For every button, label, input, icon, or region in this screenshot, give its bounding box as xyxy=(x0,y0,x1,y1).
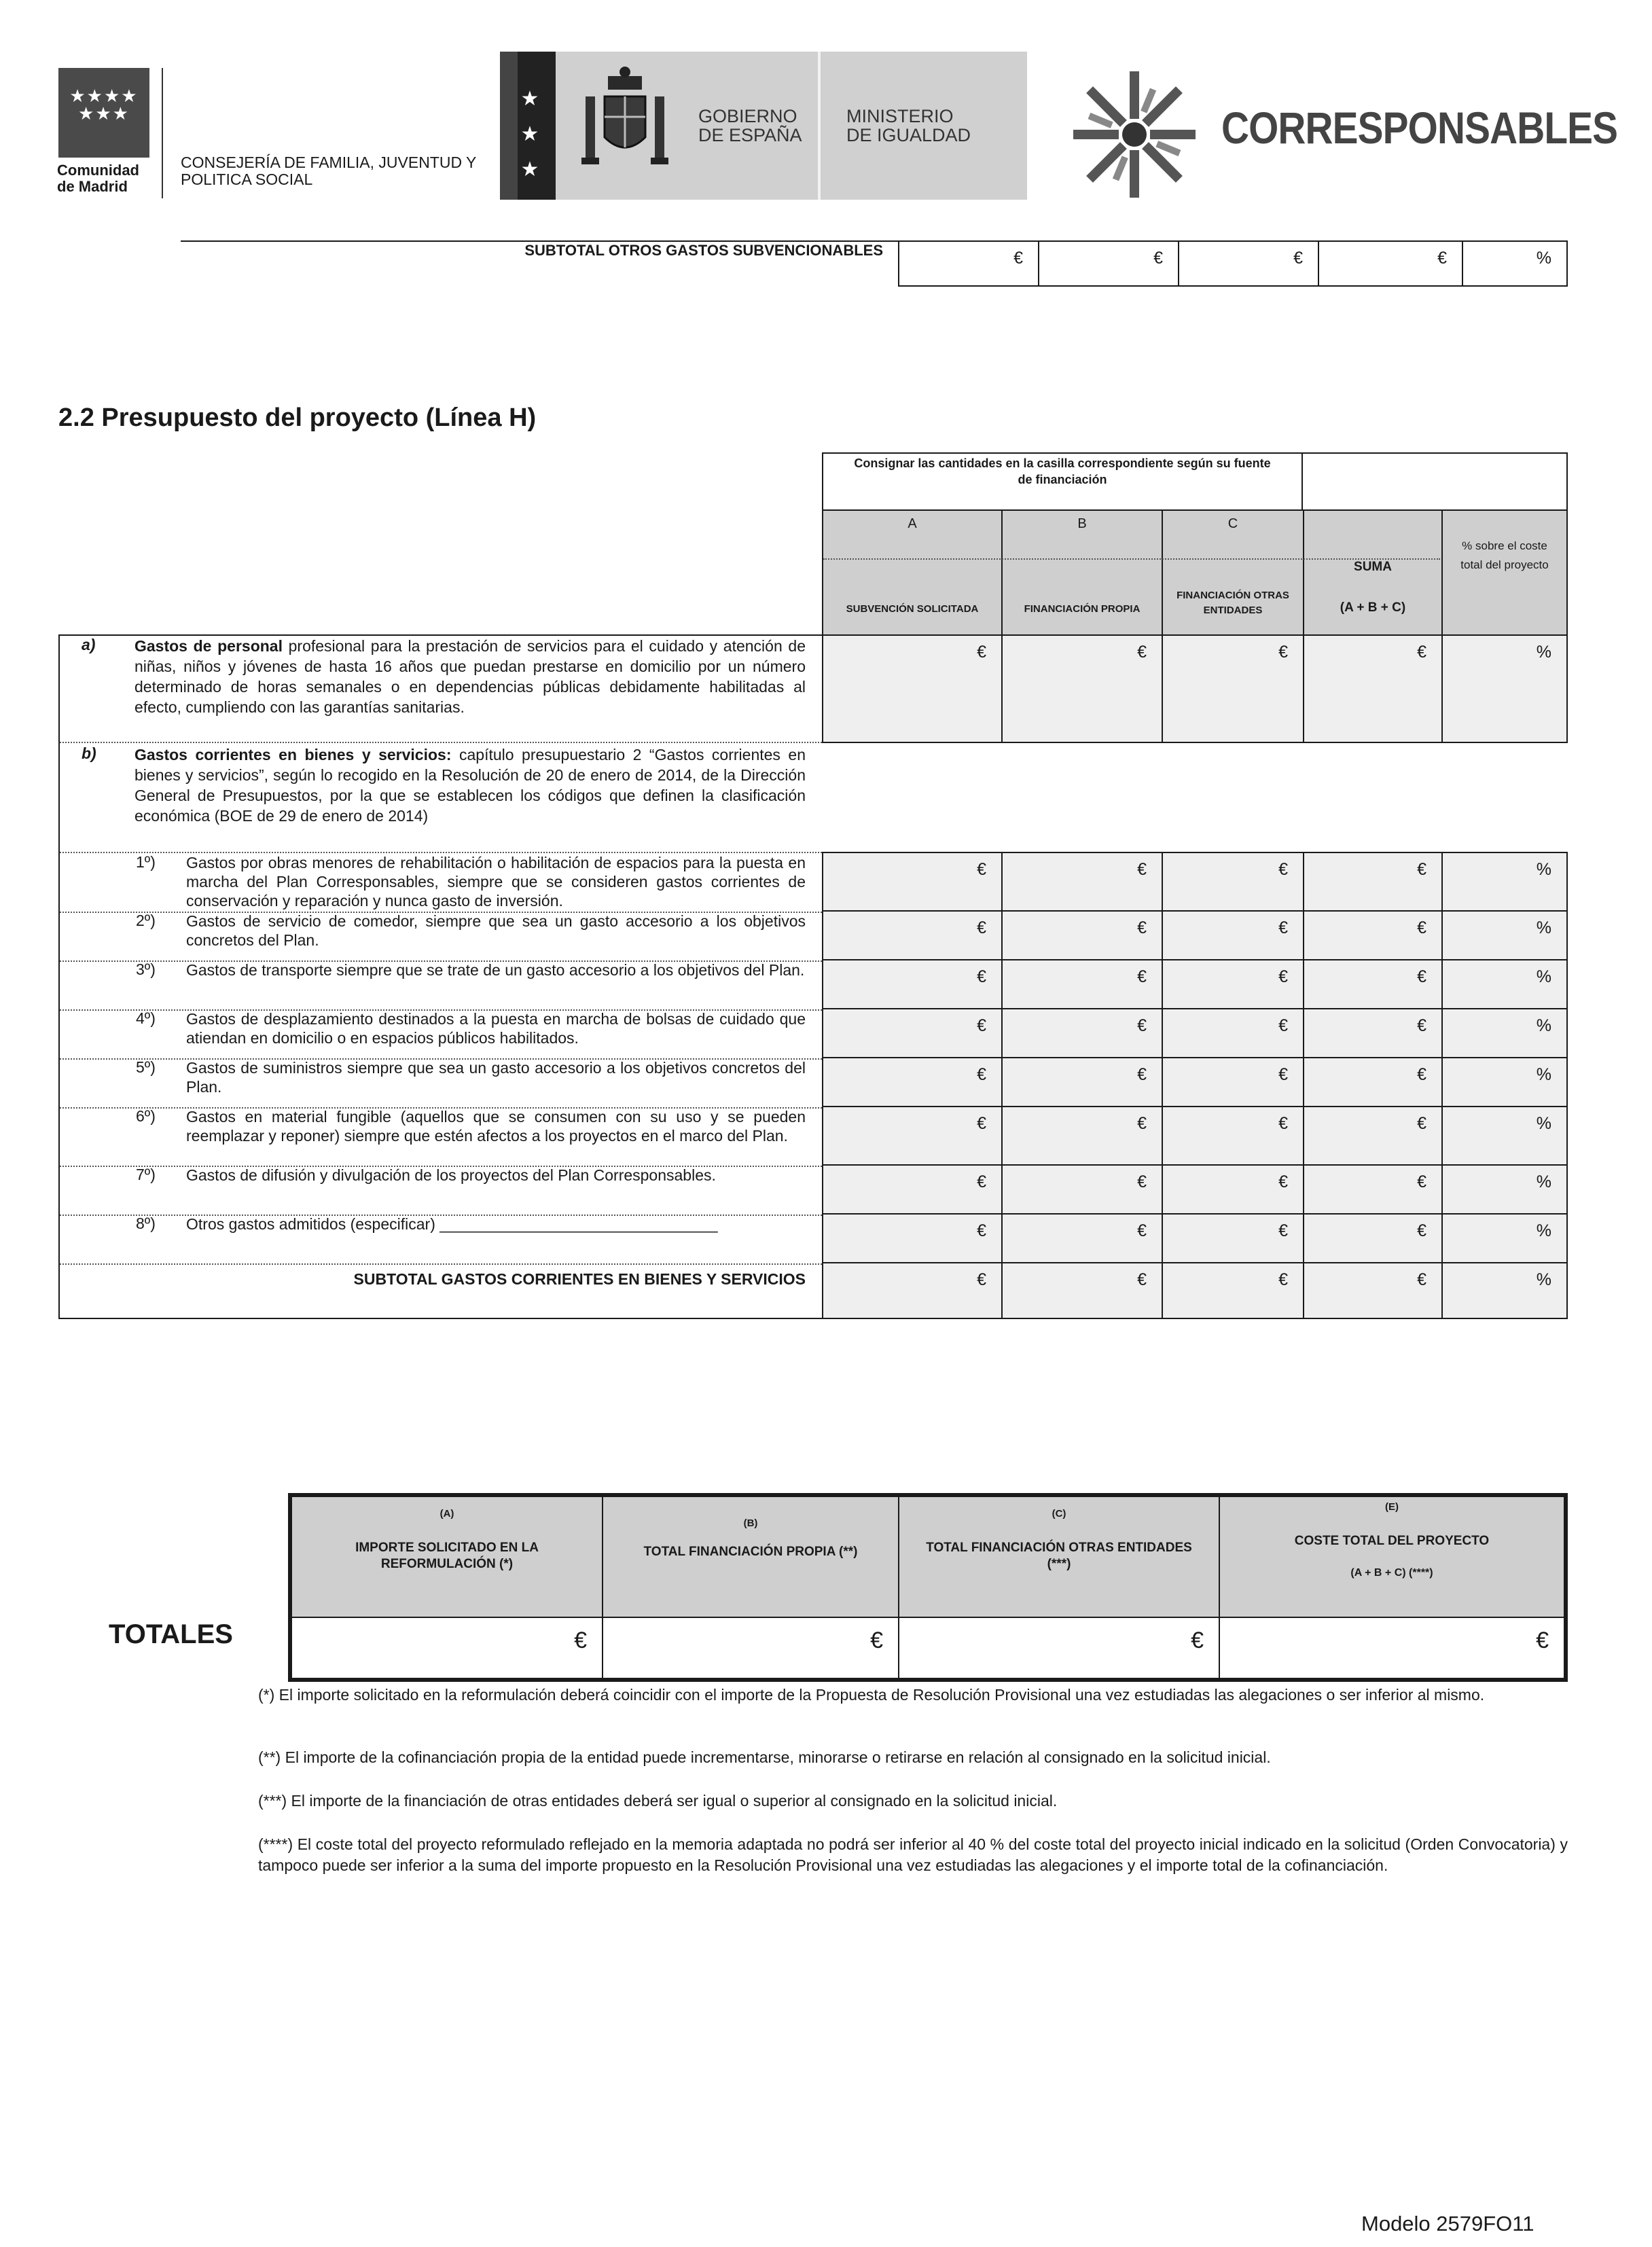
sub-row-8-cell-3[interactable] xyxy=(1303,1213,1443,1263)
sub-row-2-cell-1-symbol: € xyxy=(1137,918,1147,937)
sub-row-5-cell-3-symbol: € xyxy=(1417,1065,1426,1084)
totales-cell-2-symbol: € xyxy=(1191,1628,1204,1653)
totales-header-3-letter: (E) xyxy=(1385,1501,1399,1513)
sub-row-3-cell-2[interactable] xyxy=(1162,959,1304,1009)
sub-row-4-cell-4-symbol: % xyxy=(1536,1016,1551,1035)
sub-row-5-cell-0-symbol: € xyxy=(977,1065,986,1084)
ministerio-line-2: DE IGUALDAD xyxy=(846,125,971,145)
sub-row-6-cell-1-symbol: € xyxy=(1137,1114,1147,1133)
row-a-cell-0[interactable] xyxy=(822,634,1003,743)
subtotal-otros-cell-0[interactable] xyxy=(898,240,1039,287)
sub-row-8-cell-0-symbol: € xyxy=(977,1221,986,1240)
row-a-cell-1-symbol: € xyxy=(1137,643,1147,662)
totales-cell-2[interactable] xyxy=(898,1617,1220,1679)
sub-row-1-cell-2[interactable] xyxy=(1162,852,1304,912)
sub-row-3-cell-1[interactable] xyxy=(1001,959,1163,1009)
row-b-bold: Gastos corrientes en bienes y servicios: xyxy=(134,746,452,763)
sub-row-5-cell-2-symbol: € xyxy=(1278,1065,1288,1084)
sub-row-5-text: Gastos de suministros siempre que sea un gasto accesorio a los objetivos concretos del Plan. xyxy=(186,1059,806,1096)
sub-row-3-cell-4[interactable] xyxy=(1441,959,1568,1009)
sub-row-6-cell-4[interactable] xyxy=(1441,1106,1568,1166)
subtotal-corrientes-cell-3[interactable] xyxy=(1303,1262,1443,1319)
sub-row-3-cell-3-symbol: € xyxy=(1417,967,1426,986)
sub-row-8-cell-1-symbol: € xyxy=(1137,1221,1147,1240)
sub-row-4-text: Gastos de desplazamiento destinados a la puesta en marcha de bolsas de cuidado que atiendan en domicilio o en espacios públicos habilitados. xyxy=(186,1010,806,1047)
sub-row-5-cell-2[interactable] xyxy=(1162,1057,1304,1107)
sub-row-1-cell-3-symbol: € xyxy=(1417,860,1426,879)
row-a-cell-3-symbol: € xyxy=(1417,643,1426,662)
sub-row-3-number: 3º) xyxy=(136,960,156,978)
gobierno-line-1: GOBIERNO xyxy=(698,106,797,126)
sub-row-1-cell-2-symbol: € xyxy=(1278,860,1288,879)
sub-row-3-cell-0[interactable] xyxy=(822,959,1003,1009)
sub-row-6-cell-3[interactable] xyxy=(1303,1106,1443,1166)
row-b-text: capítulo presupuestario 2 “Gastos corrientes en bienes y servicios”, según lo recogido en la Resolución de 20 de enero de 2014, de la Dirección General de Presupuestos, por la que se establecen los códigos que definen la clasificación económica (BOE de 29 de enero de 2014) xyxy=(134,746,806,825)
sub-row-7-cell-1-symbol: € xyxy=(1137,1172,1147,1191)
totales-header-1-letter: (B) xyxy=(743,1517,758,1529)
sub-row-2-cell-2-symbol: € xyxy=(1278,918,1288,937)
sub-row-7-cell-0[interactable] xyxy=(822,1164,1003,1215)
subtotal-otros-cell-2[interactable] xyxy=(1178,240,1319,287)
sub-row-1-cell-0[interactable] xyxy=(822,852,1003,912)
row-a-marker: a) xyxy=(82,636,96,653)
sub-row-7-text: Gastos de difusión y divulgación de los proyectos del Plan Corresponsables. xyxy=(186,1166,716,1184)
totales-header-0-letter: (A) xyxy=(439,1508,454,1520)
sub-row-6-cell-1[interactable] xyxy=(1001,1106,1163,1166)
sub-row-5-cell-1[interactable] xyxy=(1001,1057,1163,1107)
sub-row-4-cell-0-symbol: € xyxy=(977,1016,986,1035)
sub-row-1-cell-4[interactable] xyxy=(1441,852,1568,912)
sub-row-1-text: Gastos por obras menores de rehabilitación o habilitación de espacios para la puesta en marcha del Plan Corresponsables, siempre que se consideren gastos corrientes de conservación y reparación y nunca gasto de inversión. xyxy=(186,854,806,910)
sub-row-3-cell-1-symbol: € xyxy=(1137,967,1147,986)
subtotal-corrientes-cell-4[interactable] xyxy=(1441,1262,1568,1319)
sub-row-3-cell-4-symbol: % xyxy=(1536,967,1551,986)
sub-row-1-cell-1[interactable] xyxy=(1001,852,1163,912)
row-a-cell-4[interactable] xyxy=(1441,634,1568,743)
sub-row-8-text: Otros gastos admitidos (especificar) ________________________________ xyxy=(186,1215,718,1233)
header-col-a-text: SUBVENCIÓN SOLICITADA xyxy=(846,603,979,615)
row-a-sep xyxy=(60,742,822,743)
consejeria-line-1: CONSEJERÍA DE FAMILIA, JUVENTUD Y xyxy=(181,154,477,171)
row-a-cell-3[interactable] xyxy=(1303,634,1443,743)
sub-row-2-text: Gastos de servicio de comedor, siempre que sea un gasto accesorio a los objetivos concretos del Plan. xyxy=(186,912,806,949)
header-col-c-letter: C xyxy=(1227,516,1238,531)
ministerio-line-1: MINISTERIO xyxy=(846,106,954,126)
header-suma-formula: (A + B + C) xyxy=(1340,600,1406,615)
sub-row-1-cell-1-symbol: € xyxy=(1137,860,1147,879)
sub-row-7-cell-4[interactable] xyxy=(1441,1164,1568,1215)
sub-row-4-cell-2[interactable] xyxy=(1162,1008,1304,1058)
totales-cell-0-symbol: € xyxy=(574,1628,587,1653)
sub-row-8-cell-2[interactable] xyxy=(1162,1213,1304,1263)
subtotal-corrientes-cell-3-symbol: € xyxy=(1417,1270,1426,1289)
coat-of-arms-icon xyxy=(577,62,672,179)
sub-row-5-cell-4-symbol: % xyxy=(1536,1065,1551,1084)
sub-row-7-number: 7º) xyxy=(136,1166,156,1183)
sub-row-6-cell-2[interactable] xyxy=(1162,1106,1304,1166)
row-a-cell-1[interactable] xyxy=(1001,634,1163,743)
header-divider xyxy=(162,68,163,198)
totales-cell-3[interactable] xyxy=(1219,1617,1565,1679)
sub-row-3-text: Gastos de transporte siempre que se trate de un gasto accesorio a los objetivos del Plan. xyxy=(186,961,805,979)
subtotal-otros-cell-3-symbol: € xyxy=(1437,249,1447,268)
subtotal-corrientes-label: SUBTOTAL GASTOS CORRIENTES EN BIENES Y SERVICIOS xyxy=(353,1270,806,1288)
totales-header-2-letter: (C) xyxy=(1052,1508,1066,1520)
sub-row-3-cell-3[interactable] xyxy=(1303,959,1443,1009)
sub-row-6-cell-3-symbol: € xyxy=(1417,1114,1426,1133)
madrid-name-1: Comunidad xyxy=(57,162,139,179)
sub-row-4-cell-3[interactable] xyxy=(1303,1008,1443,1058)
note-4: (****) El coste total del proyecto reformulado reflejado en la memoria adaptada no podrá ser inferior al 40 % del coste total del proyecto inicial indicado en la solicitud (Orden Convocatoria) y tampoco puede ser inferior a la suma del importe propuesto en la Resolución Provisional una vez estudiadas las alegaciones y el importe total de la cofinanciación. xyxy=(258,1835,1568,1874)
sub-row-2-cell-1[interactable] xyxy=(1001,910,1163,960)
sub-row-4-cell-4[interactable] xyxy=(1441,1008,1568,1058)
sub-row-2-cell-3-symbol: € xyxy=(1417,918,1426,937)
sub-row-2-number: 2º) xyxy=(136,912,156,929)
subtotal-otros-label: SUBTOTAL OTROS GASTOS SUBVENCIONABLES xyxy=(524,242,883,259)
sub-row-3-cell-0-symbol: € xyxy=(977,967,986,986)
header-instruction-side xyxy=(1301,452,1568,511)
totales-header-2-text: TOTAL FINANCIACIÓN OTRAS ENTIDADES (***) xyxy=(926,1541,1192,1571)
sub-row-1-cell-0-symbol: € xyxy=(977,860,986,879)
sub-row-1-cell-4-symbol: % xyxy=(1536,860,1551,879)
sub-row-4-number: 4º) xyxy=(136,1009,156,1027)
header-suma-text: SUMA xyxy=(1354,560,1392,574)
subtotal-corrientes-cell-2[interactable] xyxy=(1162,1262,1304,1319)
row-a-description xyxy=(134,636,806,717)
subtotal-otros-cell-3[interactable] xyxy=(1318,240,1463,287)
sub-row-4-cell-2-symbol: € xyxy=(1278,1016,1288,1035)
header-col-a-letter: A xyxy=(908,516,917,531)
sub-row-2-cell-4-symbol: % xyxy=(1536,918,1551,937)
totales-label: TOTALES xyxy=(109,1619,233,1649)
subtotal-otros-cell-1[interactable] xyxy=(1038,240,1179,287)
sub-row-2-cell-4[interactable] xyxy=(1441,910,1568,960)
sub-row-7-cell-3[interactable] xyxy=(1303,1164,1443,1215)
section-title-text: Presupuesto del proyecto (Línea H) xyxy=(101,403,537,432)
totales-cell-1[interactable] xyxy=(602,1617,899,1679)
sub-row-8-cell-3-symbol: € xyxy=(1417,1221,1426,1240)
section-number: 2.2 xyxy=(58,403,94,432)
sub-row-4-cell-3-symbol: € xyxy=(1417,1016,1426,1035)
subtotal-corrientes-cell-1-symbol: € xyxy=(1137,1270,1147,1289)
ministerio-divider xyxy=(818,52,821,200)
header-col-b-text: FINANCIACIÓN PROPIA xyxy=(1024,603,1141,615)
header-pct-text: % sobre el coste total del proyecto xyxy=(1460,539,1549,571)
subtotal-otros-cell-0-symbol: € xyxy=(1013,249,1023,268)
totales-cell-0[interactable] xyxy=(291,1617,603,1679)
sub-row-2-cell-0[interactable] xyxy=(822,910,1003,960)
subtotal-corrientes-cell-0-symbol: € xyxy=(977,1270,986,1289)
row-a-cell-4-symbol: % xyxy=(1536,643,1551,662)
sub-row-5-cell-4[interactable] xyxy=(1441,1057,1568,1107)
gobierno-line-2: DE ESPAÑA xyxy=(698,125,802,145)
note-1: (*) El importe solicitado en la reformulación deberá coincidir con el importe de la Propuesta de Resolución Provisional una vez estudiadas las alegaciones o ser inferior al mismo. xyxy=(258,1686,1485,1704)
eu-star-icon: ★ ★ ★ xyxy=(520,88,539,181)
sub-row-6-cell-0[interactable] xyxy=(822,1106,1003,1166)
corresponsables-brand: CORRESPONSABLES xyxy=(1221,103,1618,153)
madrid-name-2: de Madrid xyxy=(57,178,128,195)
totales-header-3-formula: (A + B + C) (****) xyxy=(1350,1567,1433,1579)
sub-row-8-sep xyxy=(60,1263,822,1265)
totales-header-1 xyxy=(602,1496,899,1618)
sub-row-5-number: 5º) xyxy=(136,1058,156,1076)
subtotal-otros-cell-1-symbol: € xyxy=(1153,249,1163,268)
sub-row-8-number: 8º) xyxy=(136,1215,156,1232)
sub-row-7-cell-0-symbol: € xyxy=(977,1172,986,1191)
sub-row-1-number: 1º) xyxy=(136,853,156,871)
totales-cell-3-symbol: € xyxy=(1536,1628,1549,1653)
sub-row-7-cell-2-symbol: € xyxy=(1278,1172,1288,1191)
totales-header-0-text: IMPORTE SOLICITADO EN LA REFORMULACIÓN (*) xyxy=(355,1541,539,1571)
subtotal-corrientes-cell-4-symbol: % xyxy=(1536,1270,1551,1289)
header-col-b-letter: B xyxy=(1077,516,1087,531)
row-a-cell-2[interactable] xyxy=(1162,634,1304,743)
row-b-marker: b) xyxy=(82,744,96,762)
header-col-c-text: FINANCIACIÓN OTRAS ENTIDADES xyxy=(1177,590,1289,616)
subtotal-otros-cell-4[interactable] xyxy=(1462,240,1568,287)
sub-row-8-cell-1[interactable] xyxy=(1001,1213,1163,1263)
totales-header-0 xyxy=(291,1496,603,1618)
sub-row-7-cell-2[interactable] xyxy=(1162,1164,1304,1215)
sub-row-8-cell-2-symbol: € xyxy=(1278,1221,1288,1240)
row-a-cell-2-symbol: € xyxy=(1278,643,1288,662)
sub-row-8-cell-4-symbol: % xyxy=(1536,1221,1551,1240)
subtotal-corrientes-cell-1[interactable] xyxy=(1001,1262,1163,1319)
subtotal-otros-cell-2-symbol: € xyxy=(1293,249,1303,268)
sub-row-4-cell-1[interactable] xyxy=(1001,1008,1163,1058)
sub-row-5-cell-0[interactable] xyxy=(822,1057,1003,1107)
sub-row-6-cell-0-symbol: € xyxy=(977,1114,986,1133)
subtotal-corrientes-cell-2-symbol: € xyxy=(1278,1270,1288,1289)
sub-row-4-cell-1-symbol: € xyxy=(1137,1016,1147,1035)
consejeria-line-2: POLITICA SOCIAL xyxy=(181,170,313,188)
sub-row-7-cell-4-symbol: % xyxy=(1536,1172,1551,1191)
sub-row-2-cell-0-symbol: € xyxy=(977,918,986,937)
madrid-stars: ★★★★ ★★★ xyxy=(69,86,139,124)
sub-row-8-cell-0[interactable] xyxy=(822,1213,1003,1263)
sub-row-7-cell-1[interactable] xyxy=(1001,1164,1163,1215)
totales-header-3 xyxy=(1219,1496,1565,1618)
subtotal-corrientes-cell-0[interactable] xyxy=(822,1262,1003,1319)
sub-row-2-cell-3[interactable] xyxy=(1303,910,1443,960)
corresponsables-logo-icon xyxy=(1073,71,1196,198)
footer-model: Modelo 2579FO11 xyxy=(1361,2212,1534,2235)
sub-row-8-cell-4[interactable] xyxy=(1441,1213,1568,1263)
sub-row-5-cell-1-symbol: € xyxy=(1137,1065,1147,1084)
sub-row-6-text: Gastos en material fungible (aquellos que se consumen con su uso y se pueden reemplazar y reponer) siempre que estén afectos a los proyectos en el marco del Plan. xyxy=(186,1108,806,1145)
totales-header-2 xyxy=(898,1496,1220,1618)
sub-row-1-cell-3[interactable] xyxy=(1303,852,1443,912)
sub-row-6-number: 6º) xyxy=(136,1107,156,1125)
sub-row-2-cell-2[interactable] xyxy=(1162,910,1304,960)
totales-header-3-text: COSTE TOTAL DEL PROYECTO xyxy=(1294,1534,1490,1548)
sub-row-3-cell-2-symbol: € xyxy=(1278,967,1288,986)
note-2: (**) El importe de la cofinanciación propia de la entidad puede incrementarse, minorarse o retirarse en relación al consignado en la solicitud inicial. xyxy=(258,1748,1271,1766)
note-3: (***) El importe de la financiación de otras entidades deberá ser igual o superior al consignado en la solicitud inicial. xyxy=(258,1792,1058,1810)
subtotal-otros-cell-4-symbol: % xyxy=(1536,249,1551,268)
row-a-bold: Gastos de personal xyxy=(134,637,283,655)
sub-row-5-cell-3[interactable] xyxy=(1303,1057,1443,1107)
sub-row-7-cell-3-symbol: € xyxy=(1417,1172,1426,1191)
totales-header-1-text: TOTAL FINANCIACIÓN PROPIA (**) xyxy=(643,1545,858,1559)
sub-row-6-cell-4-symbol: % xyxy=(1536,1114,1551,1133)
section-title xyxy=(58,403,536,433)
row-b-description xyxy=(134,744,806,826)
row-a-text: profesional para la prestación de servicios para el cuidado y atención de niñas, niños y jóvenes de hasta 16 años que puedan prestarse en domicilio por un número determinado de horas semanales o en dependencias públicas debidamente habilitadas al efecto, cumpliendo con las garantías sanitarias. xyxy=(134,637,806,716)
sub-row-4-cell-0[interactable] xyxy=(822,1008,1003,1058)
totales-cell-1-symbol: € xyxy=(870,1628,883,1653)
header-instruction: Consignar las cantidades en la casilla correspondiente según su fuente de financiación xyxy=(822,452,1303,511)
row-a-cell-0-symbol: € xyxy=(977,643,986,662)
sub-row-6-cell-2-symbol: € xyxy=(1278,1114,1288,1133)
